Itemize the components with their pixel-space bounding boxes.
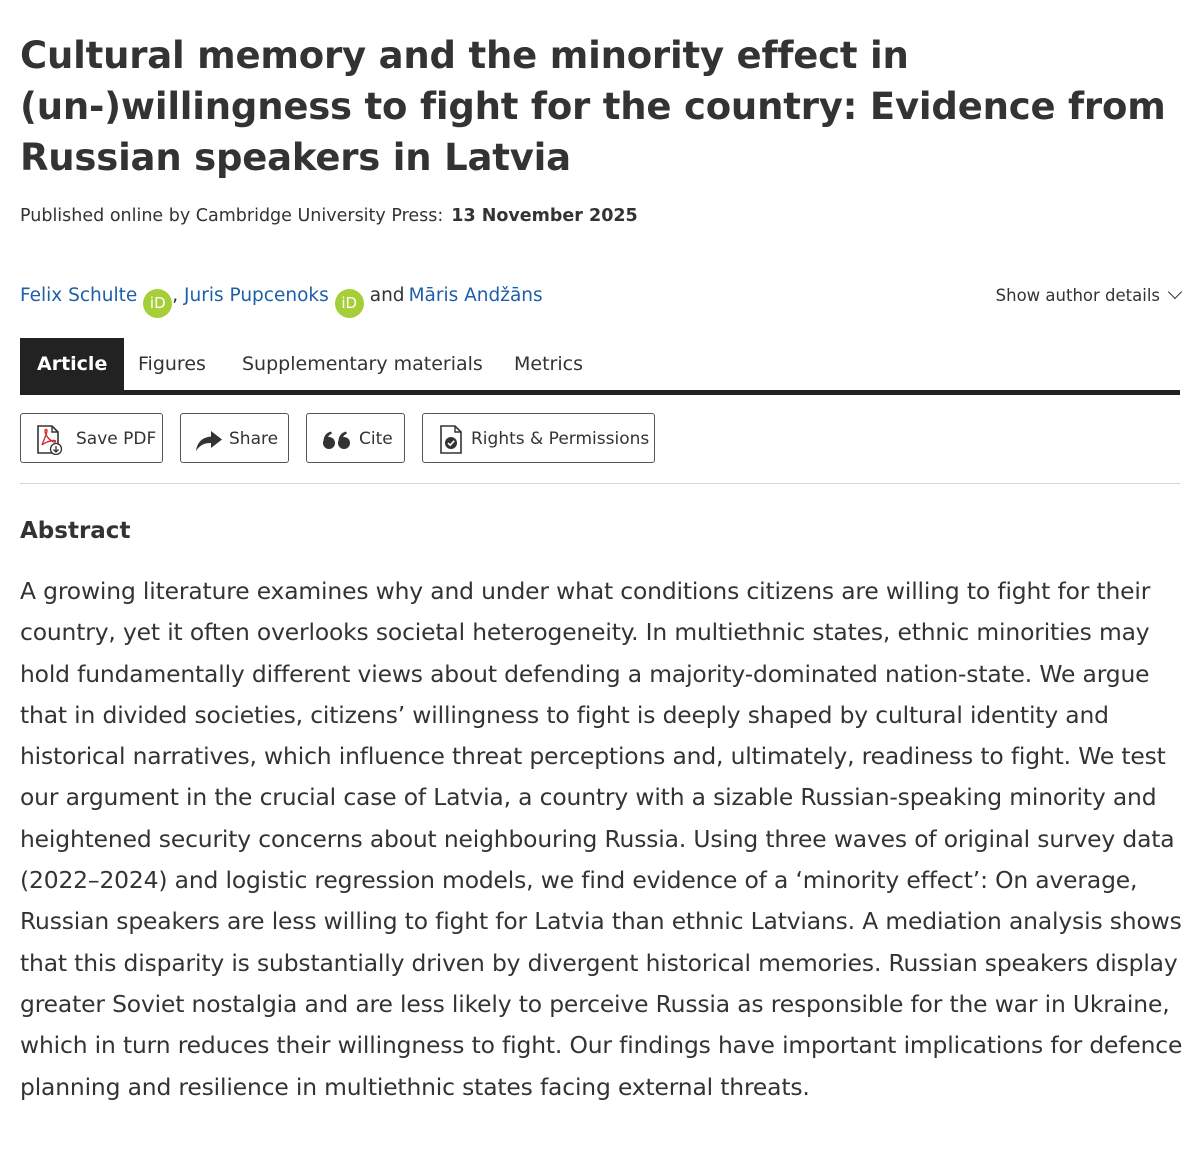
cite-label: Cite — [359, 429, 393, 449]
rights-permissions-label: Rights & Permissions — [471, 429, 650, 449]
rights-permissions-button[interactable] — [422, 413, 655, 463]
save-pdf-label: Save PDF — [76, 429, 157, 449]
rights-document-icon — [437, 425, 465, 475]
author-link-maris-andzans[interactable]: Māris Andžāns — [408, 285, 543, 306]
tab-supplementary-materials[interactable]: Supplementary materials — [242, 353, 483, 375]
save-pdf-button[interactable] — [20, 413, 163, 463]
author-link-felix-schulte[interactable]: Felix Schulte — [20, 285, 138, 306]
cite-button[interactable] — [306, 413, 405, 463]
author-separator: , — [172, 285, 179, 306]
show-author-details-toggle[interactable] — [996, 280, 1180, 312]
published-label: Published online by Cambridge University Press: — [20, 206, 444, 226]
tab-article[interactable]: Article — [20, 338, 124, 390]
tab-figures[interactable]: Figures — [138, 353, 206, 375]
abstract-heading: Abstract — [20, 518, 131, 544]
author-conjunction: and — [369, 285, 405, 306]
share-arrow-icon — [195, 425, 223, 475]
publication-info — [20, 203, 638, 229]
share-label: Share — [229, 429, 279, 449]
chevron-down-icon — [1168, 285, 1182, 299]
article-tabs — [20, 338, 1180, 395]
article-title: Cultural memory and the minority effect in (un-)willingness to fight for the country: Evidence from Russian speakers in Latvia — [20, 34, 1166, 179]
quote-icon — [321, 425, 353, 475]
orcid-icon[interactable]: iD — [335, 289, 364, 318]
orcid-icon[interactable]: iD — [143, 289, 172, 318]
share-button[interactable] — [180, 413, 289, 463]
pdf-icon — [35, 425, 63, 475]
section-divider — [20, 483, 1180, 484]
published-date: 13 November 2025 — [451, 206, 638, 226]
abstract-text: A growing literature examines why and under what conditions citizens are willing to fight for their country, yet it often overlooks societal heterogeneity. In multiethnic states, ethnic minorities may hold fundamentally different views about defending a majority-dominated nation-state. We argue that in divided societies, citizens’ willingness to fight is deeply shaped by cultural identity and historical narratives, which influence threat perceptions and, ultimately, readiness to fight. We test our argument in the crucial case of Latvia, a country with a sizable Russian-speaking minority and heightened security concerns about neighbouring Russia. Using three waves of original survey data (2022–2024) and logistic regression models, we find evidence of a ‘minority effect’: On average, Russian speakers are less willing to fight for Latvia than ethnic Latvians. A mediation analysis shows that this disparity is substantially driven by divergent historical memories. Russian speakers display greater Soviet nostalgia and are less likely to perceive Russia as responsible for the war in Ukraine, which in turn reduces their willingness to fight. Our findings have important implications for defence planning and resilience in multiethnic states facing external threats. — [20, 577, 1183, 1101]
tab-metrics[interactable]: Metrics — [514, 353, 583, 375]
author-link-juris-pupcenoks[interactable]: Juris Pupcenoks — [184, 285, 329, 306]
show-author-details-label: Show author details — [995, 286, 1160, 305]
author-list — [20, 280, 1180, 312]
